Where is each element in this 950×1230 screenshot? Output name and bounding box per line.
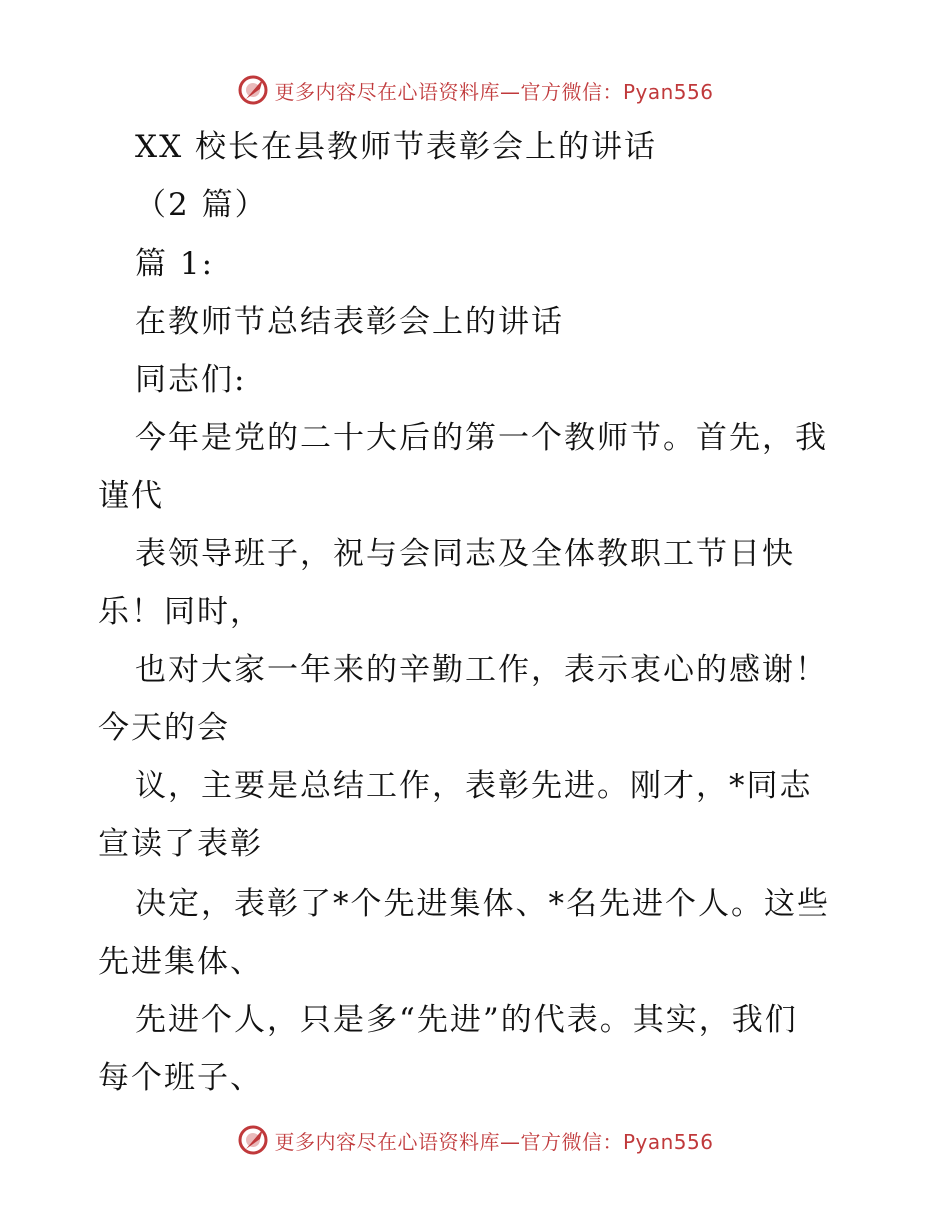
- body-line: 议，主要是总结工作，表彰先进。刚才，*同志: [135, 768, 813, 804]
- document-subtitle: （2 篇）: [135, 187, 268, 223]
- body-line: 也对大家一年来的辛勤工作，表示衷心的感谢！: [135, 652, 828, 688]
- footer-banner: [0, 1120, 950, 1160]
- body-line: 乐！同时，: [98, 594, 263, 630]
- quill-seal-icon: [236, 1123, 270, 1157]
- body-line: 谨代: [98, 478, 164, 514]
- quill-seal-icon: [236, 73, 270, 107]
- body-line: 先进个人，只是多“先进”的代表。其实，我们: [135, 1002, 798, 1038]
- document-title: XX 校长在县教师节表彰会上的讲话: [135, 129, 657, 165]
- body-line: 宣读了表彰: [98, 826, 263, 862]
- salutation: 同志们:: [135, 362, 247, 398]
- header-banner: [0, 70, 950, 110]
- body-line: 今年是党的二十大后的第一个教师节。首先，我: [135, 420, 828, 456]
- body-line: 每个班子、: [98, 1060, 263, 1096]
- body-line: 表领导班子，祝与会同志及全体教职工节日快: [135, 536, 795, 572]
- speech-title: 在教师节总结表彰会上的讲话: [135, 304, 564, 340]
- footer-banner-text: 更多内容尽在心语资料库—官方微信：Pyan556: [274, 1129, 714, 1154]
- body-line: 今天的会: [98, 710, 230, 746]
- body-line: 决定，表彰了*个先进集体、*名先进个人。这些: [135, 886, 830, 922]
- body-line: 先进集体、: [98, 944, 263, 980]
- section-label: 篇 1:: [135, 246, 215, 282]
- header-banner-text: 更多内容尽在心语资料库—官方微信：Pyan556: [274, 79, 714, 104]
